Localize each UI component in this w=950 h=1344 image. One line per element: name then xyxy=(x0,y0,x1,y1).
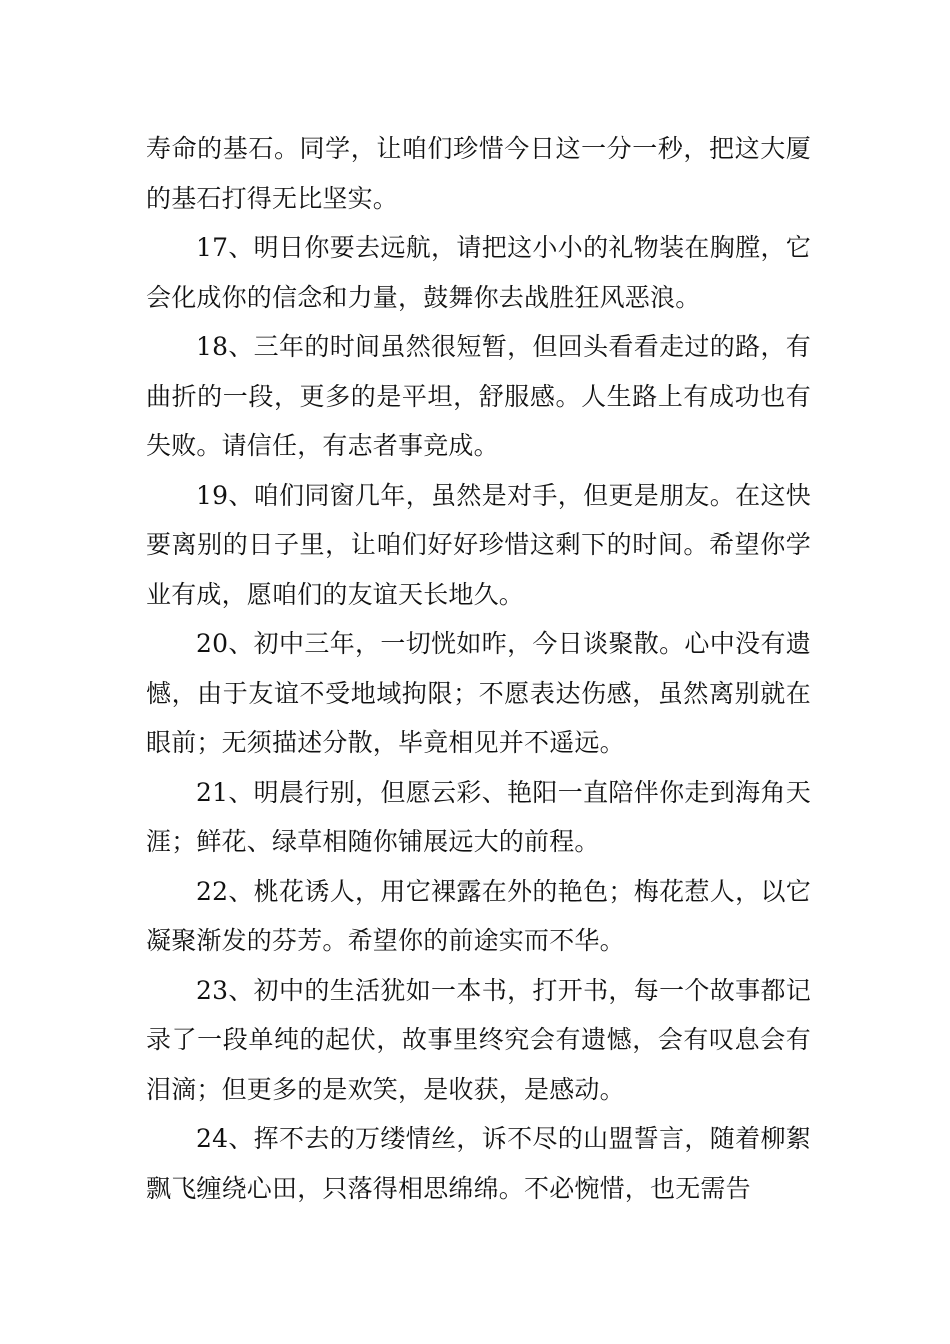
document-body xyxy=(146,124,811,1213)
paragraph-17: 17、明日你要去远航，请把这小小的礼物装在胸膛，它会化成你的信念和力量，鼓舞你去战胜狂风恶浪。 xyxy=(146,233,811,312)
paragraph-22: 22、桃花诱人，用它裸露在外的艳色；梅花惹人，以它凝聚渐发的芬芳。希望你的前途实而不华。 xyxy=(146,876,811,955)
paragraph-24: 24、挥不去的万缕情丝，诉不尽的山盟誓言，随着柳絮飘飞缠绕心田，只落得相思绵绵。不必惋惜，也无需告 xyxy=(146,1124,811,1203)
paragraph-23: 23、初中的生活犹如一本书，打开书，每一个故事都记录了一段单纯的起伏，故事里终究会有遗憾，会有叹息会有泪滴；但更多的是欢笑，是收获，是感动。 xyxy=(146,975,811,1104)
paragraph-20: 20、初中三年，一切恍如昨，今日谈聚散。心中没有遗憾，由于友谊不受地域拘限；不愿表达伤感，虽然离别就在眼前；无须描述分散，毕竟相见并不遥远。 xyxy=(146,629,811,757)
paragraph-continuation: 寿命的基石。同学，让咱们珍惜今日这一分一秒，把这大厦的基石打得无比坚实。 xyxy=(146,134,811,213)
paragraph-21: 21、明晨行别，但愿云彩、艳阳一直陪伴你走到海角天涯；鲜花、绿草相随你铺展远大的前程。 xyxy=(146,777,811,856)
paragraph-18: 18、三年的时间虽然很短暂，但回头看看走过的路，有曲折的一段，更多的是平坦，舒服感。人生路上有成功也有失败。请信任，有志者事竞成。 xyxy=(146,332,811,460)
paragraph-19: 19、咱们同窗几年，虽然是对手，但更是朋友。在这快要离别的日子里，让咱们好好珍惜这剩下的时间。希望你学业有成，愿咱们的友谊天长地久。 xyxy=(146,480,811,609)
